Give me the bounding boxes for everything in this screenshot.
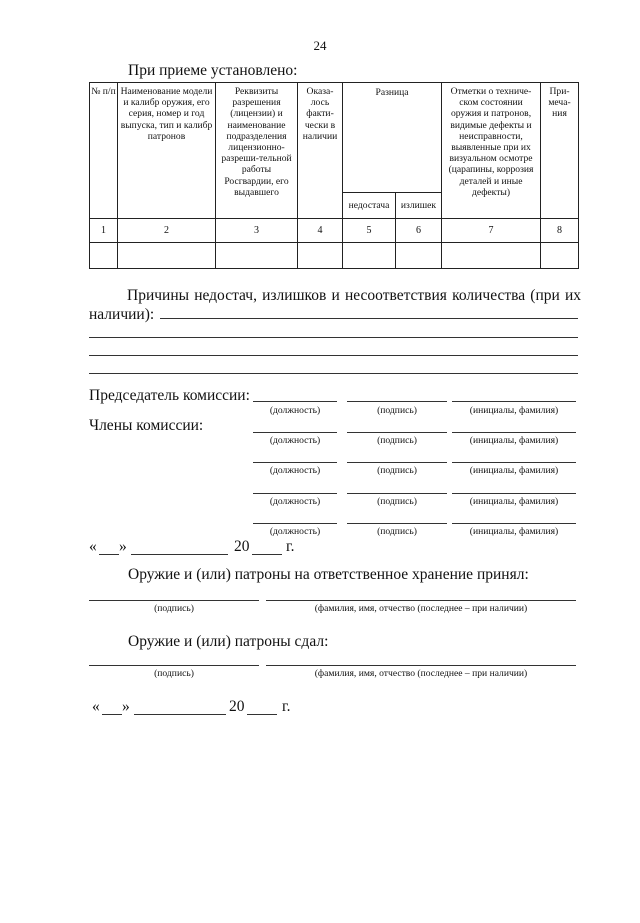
caption-position: (должность) [269, 526, 321, 537]
date2-year-prefix: 20 [229, 698, 245, 715]
date-day-line[interactable] [99, 554, 119, 555]
page-number: 24 [313, 38, 327, 53]
date2-year-line[interactable] [247, 714, 277, 715]
caption-name: (инициалы, фамилия) [469, 405, 559, 416]
col-number-1: 1 [90, 219, 118, 243]
header-excess: излишек [396, 193, 442, 219]
header-actual: Оказа-лось факти-чески в наличии [298, 83, 343, 219]
chairman-signature-line[interactable] [347, 401, 447, 402]
accepted-fio-line[interactable] [266, 600, 576, 601]
member1-position-line[interactable] [253, 432, 337, 433]
cell-model[interactable] [118, 243, 216, 269]
handed-caption-signature: (подпись) [154, 668, 194, 679]
header-license: Реквизиты разрешения (лицензии) и наименование подразделения лицензионно-разреши-тельной работы Росгвардии, его выдавшего [216, 83, 298, 219]
header-number: № п/п [90, 83, 118, 219]
accepted-label: Оружие и (или) патроны на ответственное хранение принял: [128, 566, 529, 583]
member2-name-line[interactable] [452, 462, 576, 463]
cell-license[interactable] [216, 243, 298, 269]
header-technical-notes: Отметки о техниче-ском состоянии оружия и патронов, видимые дефекты и неисправности, выявленные при их визуальном осмотре (царапины, коррозия деталей и иные дефекты) [442, 83, 541, 219]
handed-fio-line[interactable] [266, 665, 576, 666]
member1-name-line[interactable] [452, 432, 576, 433]
caption-position: (должность) [269, 465, 321, 476]
caption-position: (должность) [269, 405, 321, 416]
accepted-signature-line[interactable] [89, 600, 259, 601]
member3-name-line[interactable] [452, 493, 576, 494]
col-number-5: 5 [343, 219, 396, 243]
date2-close-quote: » [122, 698, 130, 715]
member3-signature-line[interactable] [347, 493, 447, 494]
chairman-label: Председатель комиссии: [89, 387, 250, 404]
handed-signature-line[interactable] [89, 665, 259, 666]
reasons-line-1: Причины недостач, излишков и несоответствия количества (при их [127, 287, 581, 304]
header-remarks: При-меча-ния [541, 83, 579, 219]
reasons-line-2: наличии): [89, 306, 155, 323]
col-number-7: 7 [442, 219, 541, 243]
cell-technical-notes[interactable] [442, 243, 541, 269]
caption-name: (инициалы, фамилия) [469, 465, 559, 476]
header-shortage: недостача [343, 193, 396, 219]
date2-open-quote: « [92, 698, 100, 715]
member2-position-line[interactable] [253, 462, 337, 463]
member2-signature-line[interactable] [347, 462, 447, 463]
col-number-3: 3 [216, 219, 298, 243]
reasons-fill-line-1[interactable] [160, 318, 578, 319]
inventory-table [89, 82, 579, 269]
header-difference: Разница [343, 83, 442, 193]
reasons-fill-line-3[interactable] [89, 355, 578, 356]
member3-position-line[interactable] [253, 493, 337, 494]
members-label: Члены комиссии: [89, 417, 204, 434]
handed-caption-fio: (фамилия, имя, отчество (последнее – при наличии) [314, 668, 528, 679]
cell-shortage[interactable] [343, 243, 396, 269]
caption-name: (инициалы, фамилия) [469, 435, 559, 446]
col-number-2: 2 [118, 219, 216, 243]
member4-signature-line[interactable] [347, 523, 447, 524]
header-model: Наименование модели и калибр оружия, его серия, номер и год выпуска, тип и калибр патронов [118, 83, 216, 219]
caption-signature: (подпись) [377, 435, 417, 446]
caption-signature: (подпись) [377, 465, 417, 476]
cell-number[interactable] [90, 243, 118, 269]
member1-signature-line[interactable] [347, 432, 447, 433]
intro-text: При приеме установлено: [128, 62, 298, 79]
date-month-line[interactable] [131, 554, 228, 555]
date-year-line[interactable] [252, 554, 282, 555]
member4-position-line[interactable] [253, 523, 337, 524]
chairman-name-line[interactable] [452, 401, 576, 402]
table-row[interactable] [90, 243, 579, 269]
cell-excess[interactable] [396, 243, 442, 269]
caption-name: (инициалы, фамилия) [469, 496, 559, 507]
reasons-fill-line-4[interactable] [89, 373, 578, 374]
col-number-6: 6 [396, 219, 442, 243]
date2-year-suffix: г. [282, 698, 291, 715]
date2-month-line[interactable] [134, 714, 226, 715]
date-close-quote: » [119, 538, 127, 555]
cell-actual[interactable] [298, 243, 343, 269]
caption-name: (инициалы, фамилия) [469, 526, 559, 537]
reasons-fill-line-2[interactable] [89, 337, 578, 338]
accepted-caption-signature: (подпись) [154, 603, 194, 614]
chairman-position-line[interactable] [253, 401, 337, 402]
member4-name-line[interactable] [452, 523, 576, 524]
caption-position: (должность) [269, 435, 321, 446]
date-year-suffix: г. [286, 538, 295, 555]
accepted-caption-fio: (фамилия, имя, отчество (последнее – при наличии) [314, 603, 528, 614]
col-number-4: 4 [298, 219, 343, 243]
date-year-prefix: 20 [234, 538, 250, 555]
caption-position: (должность) [269, 496, 321, 507]
handed-label: Оружие и (или) патроны сдал: [128, 633, 329, 650]
cell-remarks[interactable] [541, 243, 579, 269]
caption-signature: (подпись) [377, 526, 417, 537]
col-number-8: 8 [541, 219, 579, 243]
caption-signature: (подпись) [377, 405, 417, 416]
date2-day-line[interactable] [102, 714, 122, 715]
caption-signature: (подпись) [377, 496, 417, 507]
date-open-quote: « [89, 538, 97, 555]
